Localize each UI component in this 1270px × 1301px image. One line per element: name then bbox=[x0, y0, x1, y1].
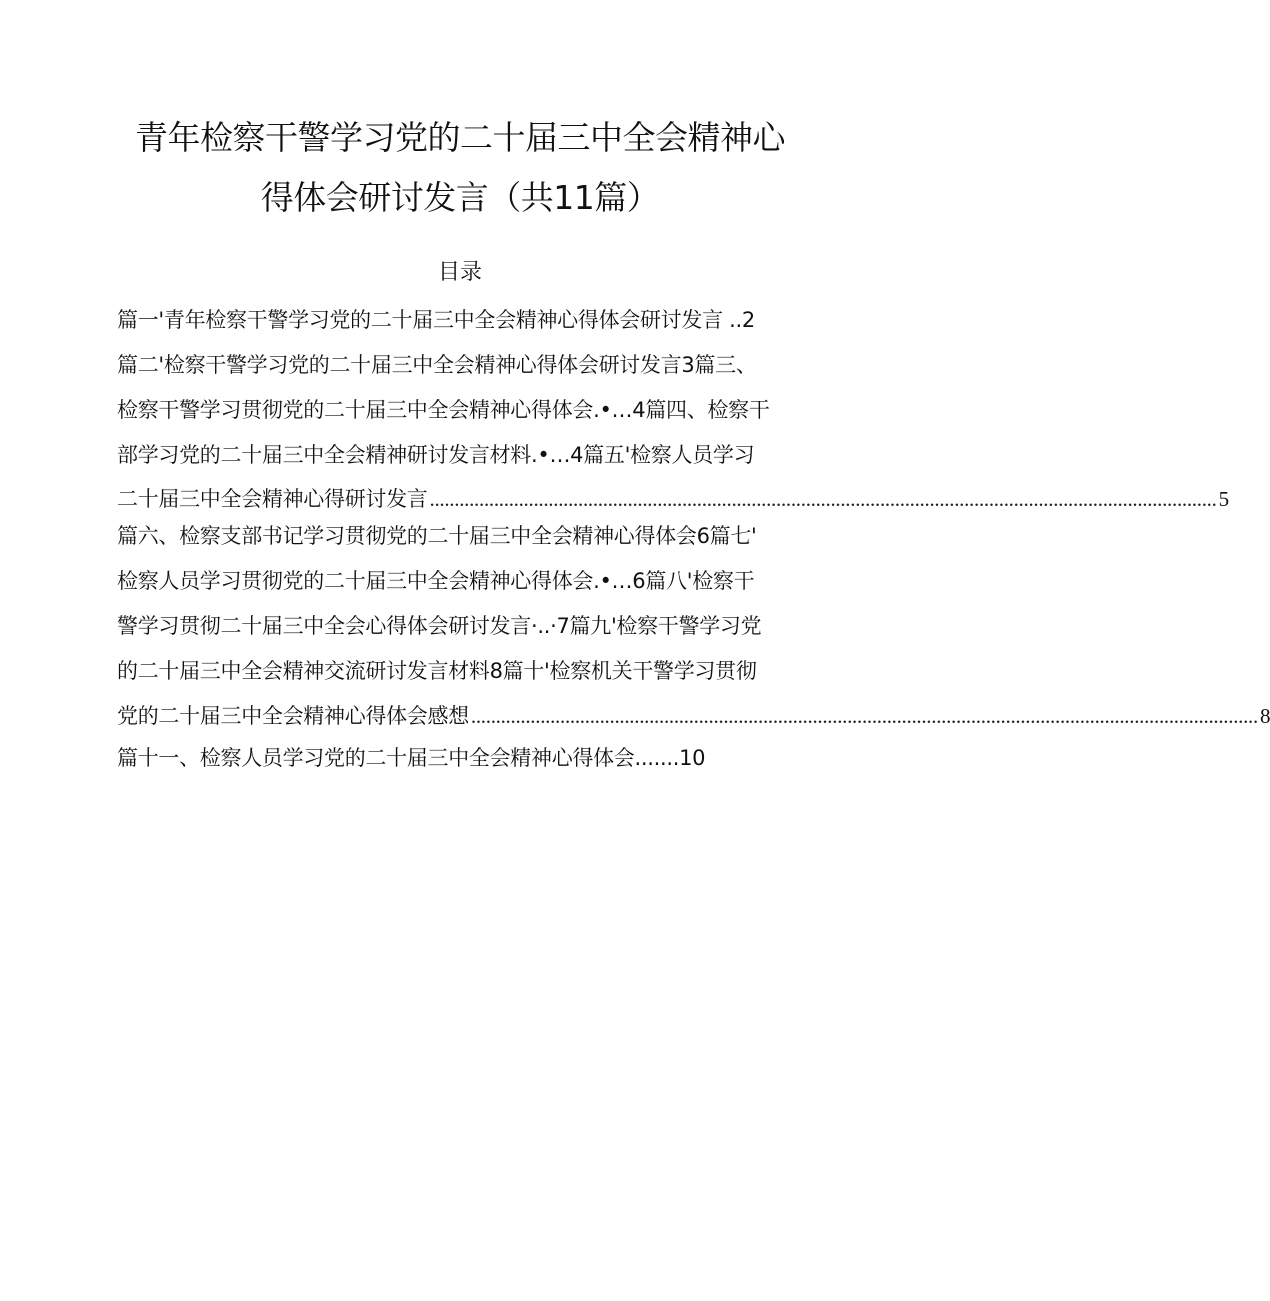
toc-entry-1[interactable]: 篇一'青年检察干警学习党的二十届三中全会精神心得体会研讨发言 ..2 bbox=[117, 308, 755, 332]
toc-entry-11[interactable]: 篇十一、检察人员学习党的二十届三中全会精神心得体会.......10 bbox=[117, 746, 706, 770]
toc-entry-5[interactable] bbox=[117, 484, 1229, 514]
toc-leader-dots: ............................................................................................................................................................... bbox=[429, 487, 1217, 511]
toc-heading: 目录 bbox=[437, 260, 482, 285]
toc-entry-3[interactable]: 检察干警学习贯彻党的二十届三中全会精神心得体会.•…4篇四、检察干 bbox=[117, 398, 770, 422]
toc-leader-dots: ............................................................................................................................................................... bbox=[470, 704, 1258, 728]
toc-entry-7[interactable]: 检察人员学习贯彻党的二十届三中全会精神心得体会.•…6篇八'检察干 bbox=[117, 569, 755, 593]
toc-entry-8[interactable]: 警学习贯彻二十届三中全会心得体会研讨发言·..·7篇九'检察干警学习党 bbox=[117, 614, 762, 638]
toc-entry-5-page: 5 bbox=[1218, 487, 1229, 511]
document-title-line-2: 得体会研讨发言（共11篇） bbox=[260, 178, 660, 217]
document-title-line-1: 青年检察干警学习党的二十届三中全会精神心 bbox=[135, 118, 785, 157]
toc-entry-4[interactable]: 部学习党的二十届三中全会精神研讨发言材料.•…4篇五'检察人员学习 bbox=[117, 443, 755, 467]
toc-entry-9[interactable]: 的二十届三中全会精神交流研讨发言材料8篇十'检察机关干警学习贯彻 bbox=[117, 659, 757, 683]
toc-entry-10[interactable] bbox=[117, 701, 1270, 731]
toc-entry-10-page: 8 bbox=[1259, 704, 1270, 728]
toc-entry-5-text: 二十届三中全会精神心得研讨发言 bbox=[117, 487, 428, 511]
toc-entry-10-text: 党的二十届三中全会精神心得体会感想 bbox=[117, 704, 469, 728]
toc-entry-6[interactable]: 篇六、检察支部书记学习贯彻党的二十届三中全会精神心得体会6篇七' bbox=[117, 524, 757, 548]
toc-entry-2[interactable]: 篇二'检察干警学习党的二十届三中全会精神心得体会研讨发言3篇三、 bbox=[117, 353, 757, 377]
